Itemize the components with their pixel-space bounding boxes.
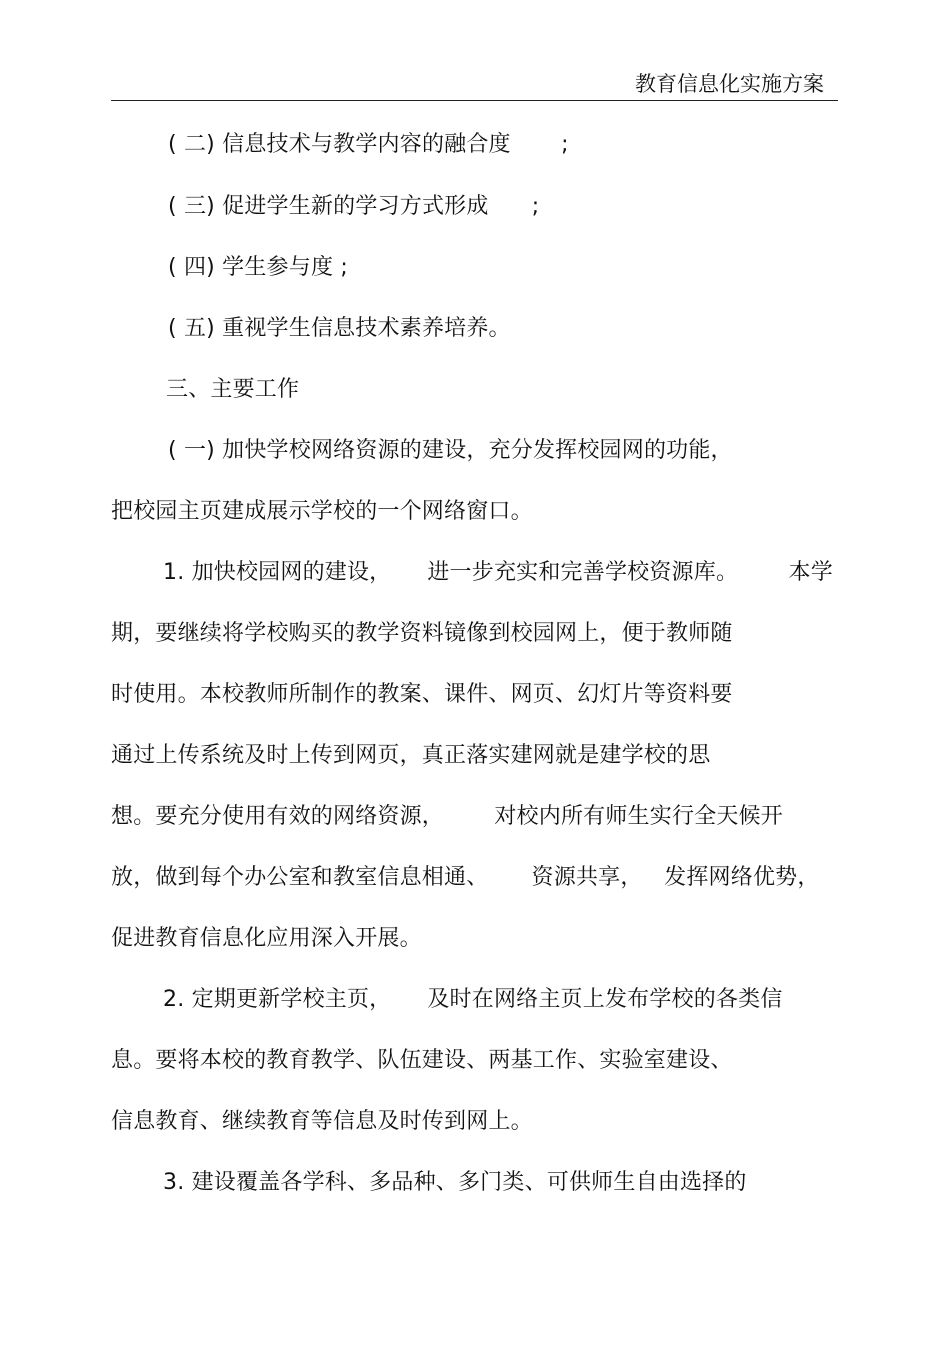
- list-item-2: ( 二) 信息技术与教学内容的融合度 ;: [168, 132, 569, 157]
- paragraph-line: 信息教育、继续教育等信息及时传到网上。: [111, 1109, 533, 1134]
- subsection-heading: ( 一) 加快学校网络资源的建设，充分发挥校园网的功能，: [168, 438, 733, 463]
- list-item-4: ( 四) 学生参与度 ;: [168, 255, 348, 280]
- paragraph-line: 期，要继续将学校购买的教学资料镜像到校园网上，便于教师随: [111, 621, 733, 646]
- paragraph-line: 息。要将本校的教育教学、队伍建设、两基工作、实验室建设、: [111, 1048, 733, 1073]
- section-heading: 三、主要工作: [166, 377, 300, 402]
- paragraph-line: 把校园主页建成展示学校的一个网络窗口。: [111, 499, 533, 524]
- list-item-5: ( 五) 重视学生信息技术素养培养。: [168, 316, 511, 341]
- header-divider: [111, 100, 838, 101]
- paragraph-line: 想。要充分使用有效的网络资源， 对校内所有师生实行全天候开: [111, 804, 783, 829]
- paragraph-line: 2. 定期更新学校主页， 及时在网络主页上发布学校的各类信: [163, 987, 783, 1012]
- paragraph-line: 1. 加快校园网的建设， 进一步充实和完善学校资源库。 本学: [163, 560, 833, 585]
- paragraph-line: 促进教育信息化应用深入开展。: [111, 926, 422, 951]
- paragraph-line: 时使用。本校教师所制作的教案、课件、网页、幻灯片等资料要: [111, 682, 733, 707]
- paragraph-line: 通过上传系统及时上传到网页，真正落实建网就是建学校的思: [111, 743, 711, 768]
- list-item-3: ( 三) 促进学生新的学习方式形成 ;: [168, 194, 540, 219]
- document-header-title: 教育信息化实施方案: [635, 72, 824, 96]
- paragraph-line: 放，做到每个办公室和教室信息相通、 资源共享， 发挥网络优势，: [111, 865, 820, 890]
- paragraph-line: 3. 建设覆盖各学科、多品种、多门类、可供师生自由选择的: [163, 1170, 747, 1195]
